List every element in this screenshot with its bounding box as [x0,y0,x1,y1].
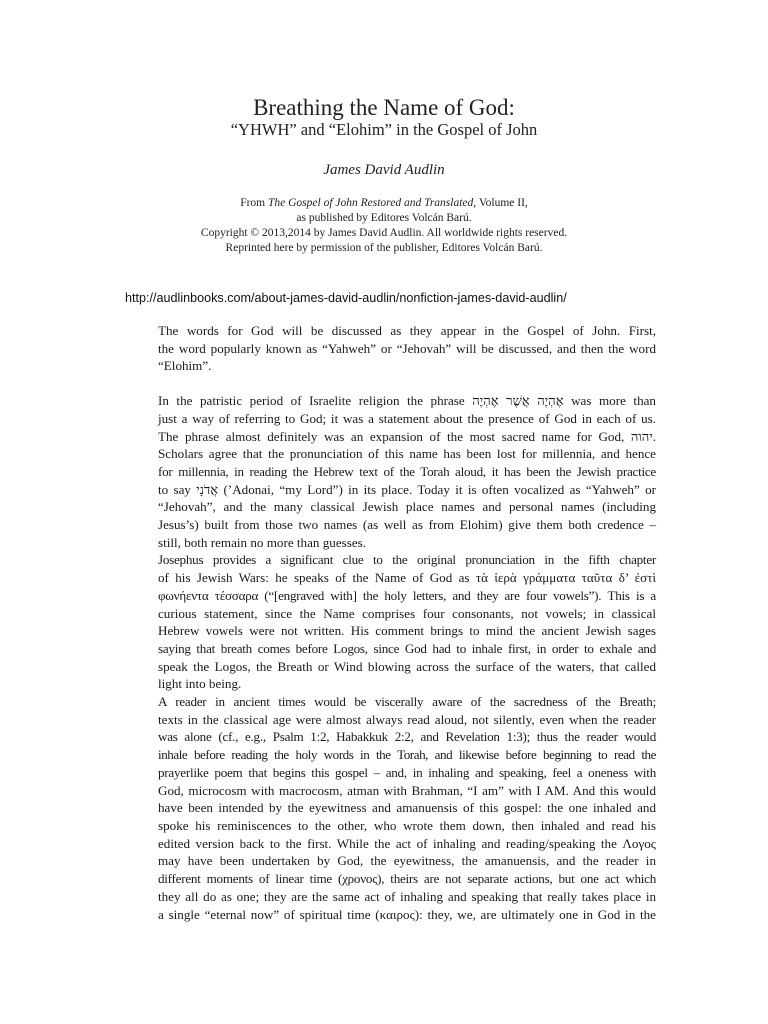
text-line: for millennia, in reading the Hebrew text of the Torah aloud, it has been the Jewish practice [158,463,656,479]
text-line: inhale before reading the holy words in the Torah, and likewise before beginning to read the [158,747,656,763]
text-line: have been intended by the eyewitness and amanuensis of this gospel: the one inhaled and [158,800,656,816]
page-title: Breathing the Name of God: [253,95,515,120]
credit-line-publisher: as published by Editores Volcán Barú. [296,212,472,224]
text-line: light into being. [158,676,242,692]
credit-line-permission: Reprinted here by permission of the publisher, Editores Volcán Barú. [225,242,543,254]
text-line: saying that breath comes before Logos, since God had to inhale first, in order to exhale and [158,640,656,656]
text-line: Josephus provides a significant clue to the original pronunciation in the fifth chapter [158,552,656,568]
text-line: edited version back to the first. While the act of inhaling and reading/speaking the Λογος [158,835,656,851]
text-line: was alone (cf., e.g., Psalm 1:2, Habakkuk 2:2, and Revelation 1:3); thus the reader would [158,729,656,745]
text-line: φωνήεντα τέσσαρα (“[engraved with] the holy letters, and they are four vowels”). This is a [158,587,656,603]
credit-suffix: , Volume II, [473,197,528,209]
text-line: God, microcosm with macrocosm, atman with Brahman, “I am” with I AM. And this would [158,782,656,798]
text-line: they all do as one; they are the same act of inhaling and speaking that really takes place in [158,888,656,904]
text-line: Scholars agree that the pronunciation of this name has been lost for millennia, and hence [158,446,656,462]
publication-credits [0,196,768,256]
article-body [113,322,656,923]
paragraph-3 [113,551,656,693]
page-subtitle: “YHWH” and “Elohim” in the Gospel of John [230,120,538,139]
text-line: The phrase almost definitely was an expansion of the most sacred name for God, יהוה. [158,428,656,444]
author-name: James David Audlin [323,162,445,178]
credit-line-copyright: Copyright © 2013,2014 by James David Audlin. All worldwide rights reserved. [200,227,568,239]
text-line: still, both remain no more than guesses. [158,534,367,550]
text-line: Hebrew vowels were not written. His comment brings to mind the ancient Jewish sages [158,623,656,639]
source-url: http://audlinbooks.com/about-james-david-audlin/nonfiction-james-david-audlin/ [125,291,567,305]
text-line: speak the Logos, the Breath or Wind blowing across the surface of the waters, that called [158,658,656,674]
text-line: texts in the classical age were almost always read aloud, not silently, even when the reader [158,711,656,727]
paragraph-4 [113,693,656,923]
text-line: may have been undertaken by God, the eyewitness, the amanuensis, and the reader in [158,853,656,869]
text-line: “Jehovah”, and the many classical Jewish place names and personal names (including [158,499,656,515]
text-line: “Elohim”. [158,358,212,374]
text-line: In the patristic period of Israelite religion the phrase אֶהְיֶה אֲשֶׁר אֶהְיֶה was more than [158,393,656,409]
text-line: curious statement, since the Name comprises four consonants, not vowels; in classical [158,605,656,621]
text-line: prayerlike poem that begins this gospel – and, in inhaling and speaking, feel a oneness with [158,764,656,780]
book-title: The Gospel of John Restored and Translated [267,197,474,209]
paragraph-2 [113,392,656,551]
text-line: the word popularly known as “Yahweh” or “Jehovah” will be discussed, and then the word [158,340,656,356]
text-line: spoke his reminiscences to the other, who wrote them down, then inhaled and read his [158,817,656,833]
text-line: The words for God will be discussed as they appear in the Gospel of John. First, [158,323,656,338]
text-line: a single “eternal now” of spiritual time (καιρος): they, we, are ultimately one in God in the [158,906,656,922]
text-line: A reader in ancient times would be viscerally aware of the sacredness of the Breath; [158,694,656,710]
paragraph-1 [113,322,656,375]
text-line: just a way of referring to God; it was a statement about the presence of God in each of us. [158,410,656,426]
text-line: to say אֲדֹנָי (’Adonai, “my Lord”) in its place. Today it is often vocalized as “Yahweh” or [158,481,656,497]
credit-prefix: From [240,197,268,209]
text-line: of his Jewish Wars: he speaks of the Name of God as τὰ ἱερὰ γράμματα ταῦτα δ’ ἐστὶ [158,570,656,586]
credit-line-source [0,196,768,211]
text-line: Jesus’s) built from those two names (as well as from Elohim) give them both credence – [158,517,656,533]
text-line: different moments of linear time (χρονος), theirs are not separate actions, but one act which [158,871,656,887]
